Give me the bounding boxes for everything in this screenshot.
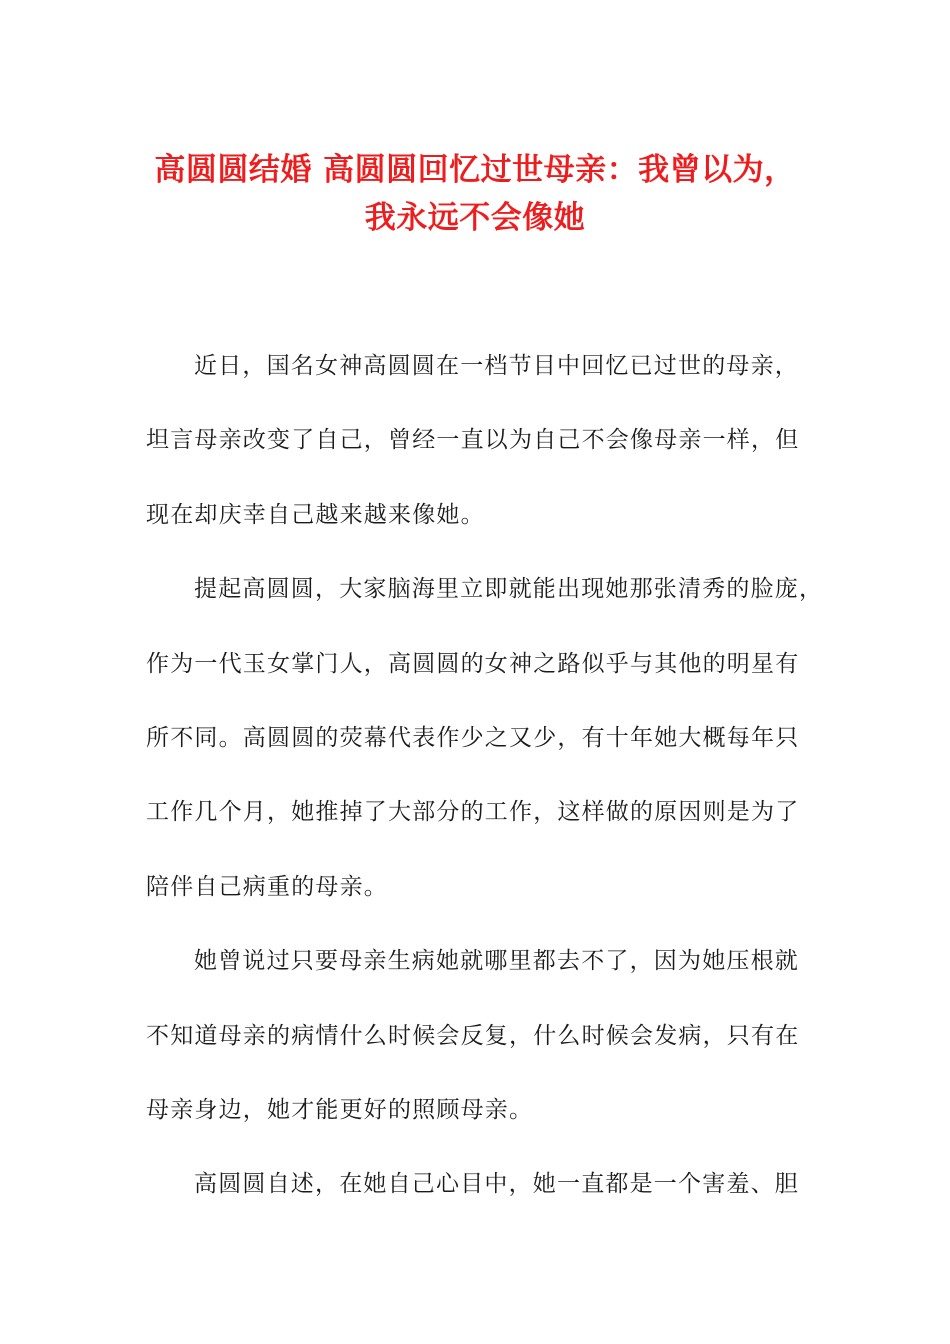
paragraph-line: 作为一代玉女掌门人，高圆圆的女神之路似乎与其他的明星有 xyxy=(146,650,800,677)
paragraph-line: 陪伴自己病重的母亲。 xyxy=(146,873,388,900)
paragraph-line: 所不同。高圆圆的荧幕代表作少之又少，有十年她大概每年只 xyxy=(146,724,800,751)
paragraph-line: 提起高圆圆，大家脑海里立即就能出现她那张清秀的脸庞， xyxy=(194,576,824,603)
title-line-2: 我永远不会像她 xyxy=(364,200,586,236)
title-line-1: 高圆圆结婚 高圆圆回忆过世母亲：我曾以为， xyxy=(154,152,796,188)
document-title xyxy=(110,146,840,242)
paragraph-2 xyxy=(146,552,824,924)
paragraph-line: 坦言母亲改变了自己，曾经一直以为自己不会像母亲一样，但 xyxy=(146,427,800,454)
paragraph-line: 不知道母亲的病情什么时候会反复，什么时候会发病，只有在 xyxy=(146,1022,800,1049)
paragraph-line: 母亲身边，她才能更好的照顾母亲。 xyxy=(146,1096,534,1123)
paragraph-line: 工作几个月，她推掉了大部分的工作，这样做的原因则是为了 xyxy=(146,799,800,826)
paragraph-line: 现在却庆幸自己越来越来像她。 xyxy=(146,501,485,528)
document-body xyxy=(146,329,824,1222)
paragraph-4 xyxy=(146,1147,806,1221)
paragraph-1 xyxy=(146,329,806,552)
paragraph-line: 高圆圆自述，在她自己心目中，她一直都是一个害羞、胆 xyxy=(194,1171,799,1198)
paragraph-line: 她曾说过只要母亲生病她就哪里都去不了，因为她压根就 xyxy=(194,948,799,975)
paragraph-line: 近日，国名女神高圆圆在一档节目中回忆已过世的母亲， xyxy=(194,353,799,379)
paragraph-3 xyxy=(146,924,806,1147)
